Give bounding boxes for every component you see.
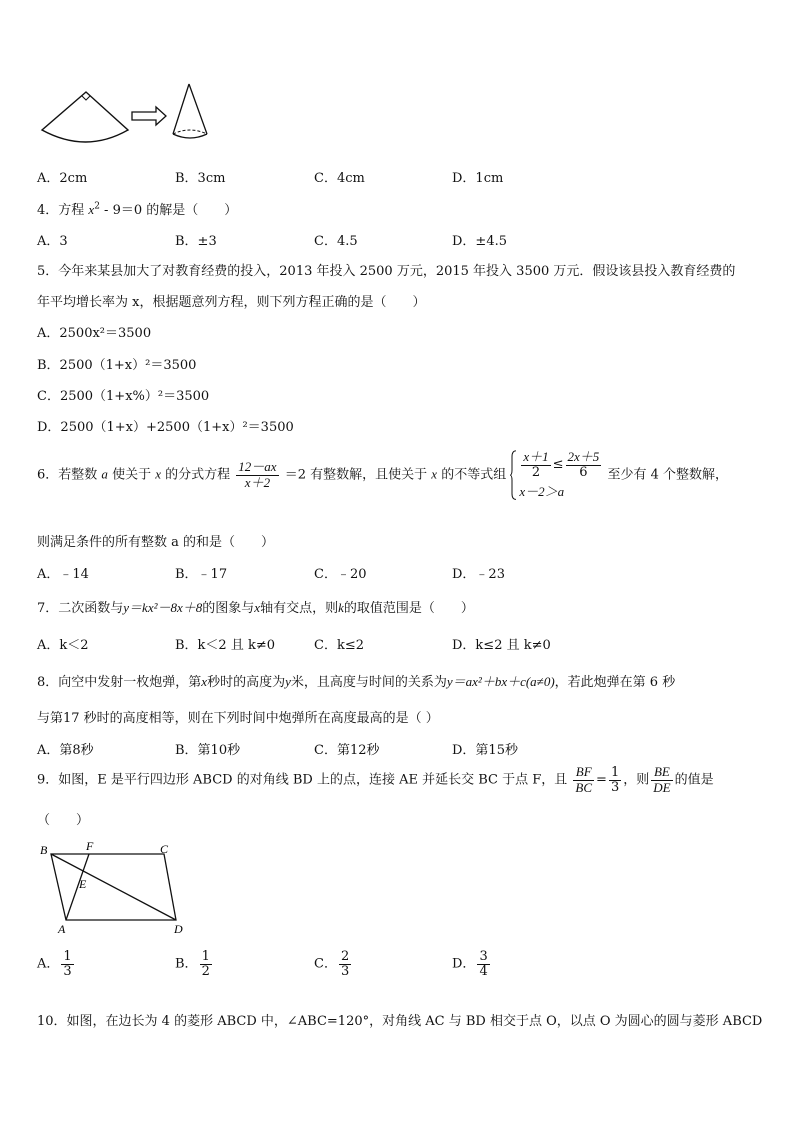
q4-option-a[interactable]: A．3: [37, 234, 68, 249]
q5-option-b[interactable]: B．2500（1+x）²＝3500: [37, 358, 197, 373]
q4-option-c[interactable]: C．4.5: [314, 234, 358, 249]
sector-to-cone-figure: [36, 78, 216, 152]
q4-option-d[interactable]: D．±4.5: [452, 234, 507, 249]
q8-stem-line1: 8．向空中发射一枚炮弹，第x秒时的高度为y米，且高度与时间的关系为y＝ax²＋bx＋c(a≠0)，若此炮弹在第 6 秒: [37, 674, 676, 690]
q7-option-d[interactable]: D．k≤2 且 k≠0: [452, 638, 551, 653]
label-e: E: [79, 877, 87, 891]
q8-option-d[interactable]: D．第15秒: [452, 743, 518, 758]
right-angle-mark: [82, 96, 90, 100]
q5-stem-line2: 年平均增长率为 x，根据题意列方程，则下列方程正确的是（ ）: [37, 295, 426, 310]
q9-stem-line2: （ ）: [37, 813, 90, 828]
q9-option-a[interactable]: A． $\frac{1}{3}$: [37, 949, 72, 979]
q5-option-a[interactable]: A．2500x²＝3500: [37, 326, 152, 341]
q7-stem: 7．二次函数与y＝kx²－8x＋8的图象与x轴有交点，则k的取值范围是（ ）: [37, 600, 474, 616]
label-b: B: [40, 843, 48, 857]
q6-stem-line2: 则满足条件的所有整数 a 的和是（ ）: [37, 535, 275, 550]
parallelogram-figure: [36, 838, 196, 938]
q3-option-c[interactable]: C．4cm: [314, 171, 365, 186]
q4-option-b[interactable]: B．±3: [175, 234, 217, 249]
q3-option-d[interactable]: D．1cm: [452, 171, 504, 186]
cone-base-front: [173, 134, 207, 138]
q7-option-a[interactable]: A．k＜2: [37, 638, 89, 653]
q6-option-b[interactable]: B．﹣17: [175, 567, 228, 582]
q8-option-c[interactable]: C．第12秒: [314, 743, 380, 758]
arrow-right-icon: [132, 107, 166, 125]
q6-option-a[interactable]: A．﹣14: [37, 567, 89, 582]
q6-stem-line1: 6．若整数 a 使关于 x 的分式方程 $\frac{12-ax}{x+2}$ ＝2 有整数解，且使关于 x 的不等式组 $\frac{x+1}{2}$ ≤ $\frac{2x+5}{6}$ x－2＞a 至少有 4 个整数解，: [37, 449, 728, 500]
label-c: C: [160, 842, 169, 856]
cone-base-back: [173, 130, 207, 134]
cone-shape: [173, 84, 207, 134]
q6-option-d[interactable]: D．﹣23: [452, 567, 505, 582]
q3-option-a[interactable]: A．2cm: [37, 171, 88, 186]
label-a: A: [58, 922, 66, 936]
label-d: D: [174, 922, 183, 936]
q6-fraction-equation: $\frac{12-ax}{x+2}$: [238, 459, 277, 490]
q8-option-b[interactable]: B．第10秒: [175, 743, 241, 758]
q4-stem: 4．方程 $x^2 - 9=0$ 的解是（ ）: [37, 201, 238, 218]
q8-stem-line2: 与第17 秒时的高度相等，则在下列时间中炮弹所在高度最高的是（ ）: [37, 711, 439, 726]
q7-option-c[interactable]: C．k≤2: [314, 638, 364, 653]
q7-option-b[interactable]: B．k＜2 且 k≠0: [175, 638, 276, 653]
q3-option-b[interactable]: B．3cm: [175, 171, 226, 186]
q9-option-d[interactable]: D． $\frac{3}{4}$: [452, 949, 488, 979]
q6-inequality-system: $\frac{x+1}{2}$ ≤ $\frac{2x+5}{6}$ x－2＞a: [510, 450, 603, 500]
q8-option-a[interactable]: A．第8秒: [37, 743, 94, 758]
q6-option-c[interactable]: C．﹣20: [314, 567, 367, 582]
q9-stem-line1: 9．如图，E 是平行四边形 ABCD 的对角线 BD 上的点，连接 AE 并延长交 BC 于点 F，且 $\frac{BF}{BC}$ = $\frac{1}{3}$ ，则 $\frac{BE}{DE}$ 的值是: [37, 764, 714, 795]
q10-stem-line1: 10．如图，在边长为 4 的菱形 ABCD 中，∠ABC=120°，对角线 AC 与 BD 相交于点 O，以点 O 为圆心的圆与菱形 ABCD: [37, 1014, 763, 1029]
brace-icon: [510, 450, 517, 500]
q9-option-b[interactable]: B． $\frac{1}{2}$: [175, 949, 210, 979]
q5-stem-line1: 5．今年来某县加大了对教育经费的投入，2013 年投入 2500 万元，2015 年投入 3500 万元．假设该县投入教育经费的: [37, 264, 736, 279]
q9-option-c[interactable]: C． $\frac{2}{3}$: [314, 949, 350, 979]
q5-option-c[interactable]: C．2500（1+x%）²＝3500: [37, 389, 210, 404]
q5-option-d[interactable]: D．2500（1+x）+2500（1+x）²＝3500: [37, 420, 294, 435]
label-f: F: [86, 839, 94, 853]
